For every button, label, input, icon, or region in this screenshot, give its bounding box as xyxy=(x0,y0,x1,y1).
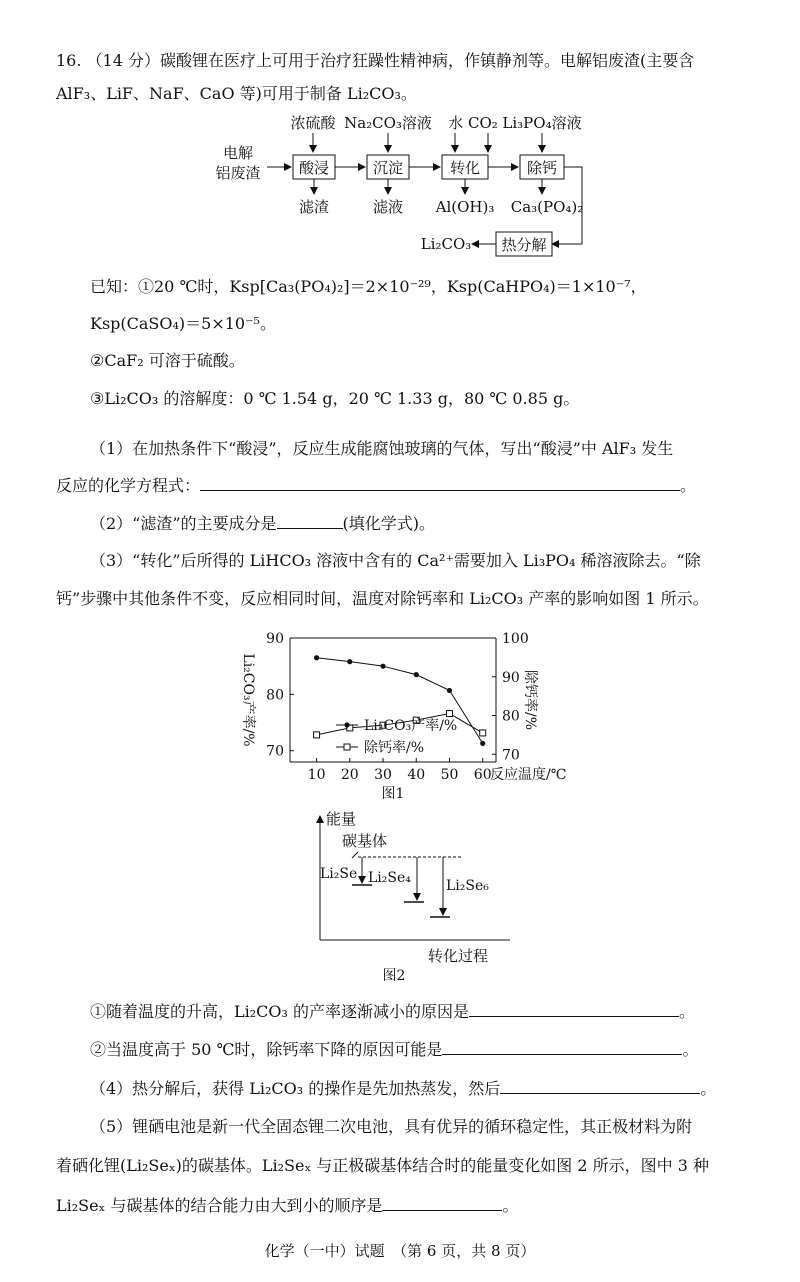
legend-marker-decalcify xyxy=(344,744,350,750)
q4-line xyxy=(90,1077,716,1100)
known-4: ③Li₂CO₃ 的溶解度：0 ℃ 1.54 g，20 ℃ 1.33 g，80 ℃ 0.85 g。 xyxy=(90,389,580,408)
flow-reagent-4: Li₃PO₄溶液 xyxy=(502,114,582,132)
question-line-2: AlF₃、LiF、NaF、CaO 等)可用于制备 Li₂CO₃。 xyxy=(56,84,417,103)
flow-out-3: Al(OH)₃ xyxy=(435,198,495,216)
decalcify-point xyxy=(480,730,486,736)
sub-1-answer-blank[interactable] xyxy=(469,1000,679,1017)
sub-2-answer-blank[interactable] xyxy=(442,1038,682,1055)
chart-left-axis-label: Li₂CO₃产率/% xyxy=(240,653,256,747)
figure-1-chart xyxy=(230,628,620,806)
flow-box-1-label: 酸浸 xyxy=(298,159,330,177)
q1-prefix: 反应的化学方程式： xyxy=(56,476,201,495)
yield-point xyxy=(380,664,385,669)
flow-reagent-2: Na₂CO₃溶液 xyxy=(344,114,432,132)
left-tick-label: 70 xyxy=(266,743,284,760)
flow-box-2-label: 沉淀 xyxy=(372,159,404,177)
q4-answer-blank[interactable] xyxy=(500,1077,700,1094)
legend-marker-yield xyxy=(344,722,349,727)
fig2-item-label: Li₂Se₄ xyxy=(368,870,411,886)
q1-answer-blank[interactable] xyxy=(200,474,680,491)
fig2-reference-label: 碳基体 xyxy=(342,832,388,850)
flow-product: Li₂CO₃ xyxy=(420,235,472,253)
chart-right-axis-label: 除钙率/% xyxy=(522,669,538,731)
q5-answer-blank[interactable] xyxy=(382,1194,502,1211)
legend-label-yield: Li₂CO₃产率/% xyxy=(364,718,458,734)
yield-point xyxy=(480,741,485,746)
fig2-item-label: Li₂Se₆ xyxy=(446,878,489,894)
x-tick-label: 20 xyxy=(340,767,359,783)
sub-2-prefix: ②当温度高于 50 ℃时，除钙率下降的原因可能是 xyxy=(90,1040,443,1059)
x-tick-label: 10 xyxy=(307,767,326,783)
flow-start-line-1: 电解 xyxy=(222,144,254,162)
right-tick-label: 100 xyxy=(502,631,529,647)
q4-suffix: 。 xyxy=(700,1079,717,1098)
x-tick-label: 60 xyxy=(473,767,492,783)
flow-out-2: 滤液 xyxy=(372,198,404,216)
decalcify-point xyxy=(314,732,320,738)
right-tick-label: 80 xyxy=(502,708,520,725)
sub-1-prefix: ①随着温度的升高，Li₂CO₃ 的产率逐渐减小的原因是 xyxy=(90,1002,470,1021)
chart-title: 图1 xyxy=(381,786,405,802)
q5-line-b: 着硒化锂(Li₂Seₓ)的碳基体。Li₂Seₓ 与正极碳基体结合时的能量变化如图 2 所示，图中 3 种 xyxy=(56,1156,710,1175)
q1-line-a: （1）在加热条件下“酸浸”，反应生成能腐蚀玻璃的气体，写出“酸浸”中 AlF₃ 发生 xyxy=(90,439,674,458)
sub-1-suffix: 。 xyxy=(679,1002,696,1021)
flow-box-5-label: 热分解 xyxy=(501,236,547,254)
yield-point xyxy=(414,672,419,677)
q2-prefix: （2）“滤渣”的主要成分是 xyxy=(90,514,277,533)
known-3: ②CaF₂ 可溶于硫酸。 xyxy=(90,351,245,370)
x-tick-label: 40 xyxy=(407,767,426,783)
question-line-1: 16. （14 分）碳酸锂在医疗上可用于治疗狂躁性精神病，作镇静剂等。电解铝废渣(主要含 xyxy=(56,51,695,70)
left-tick-label: 90 xyxy=(266,631,284,647)
right-tick-label: 90 xyxy=(502,669,520,686)
q1-suffix: 。 xyxy=(680,476,697,495)
chart-x-axis-label: 反应温度/℃ xyxy=(490,767,567,783)
left-tick-label: 80 xyxy=(266,687,284,704)
fig2-item-label: Li₂Se xyxy=(320,866,358,882)
q3-line-a: （3）“转化”后所得的 LiHCO₃ 溶液中含有的 Ca²⁺需要加入 Li₃PO₄ 稀溶液除去。“除 xyxy=(90,551,701,570)
page-footer: 化学（一中）试题 （第 6 页，共 8 页） xyxy=(264,1242,536,1260)
q5-suffix: 。 xyxy=(502,1196,519,1215)
flow-reagent-3: 水 CO₂ xyxy=(448,114,498,132)
fig2-x-label: 转化过程 xyxy=(428,947,489,965)
yield-point xyxy=(347,659,352,664)
sub-2-suffix: 。 xyxy=(682,1040,699,1059)
x-tick-label: 50 xyxy=(440,767,459,783)
fig2-title: 图2 xyxy=(382,968,406,984)
right-tick-label: 70 xyxy=(502,747,520,764)
flow-reagent-1: 浓硫酸 xyxy=(290,114,336,132)
yield-point xyxy=(314,655,319,660)
q2-line xyxy=(90,512,435,535)
flow-out-4: Ca₃(PO₄)₂ xyxy=(510,198,584,216)
flow-start-line-2: 铝废渣 xyxy=(215,164,261,182)
decalcify-point xyxy=(446,711,452,717)
known-2: Ksp(CaSO₄)＝5×10⁻⁵。 xyxy=(90,314,276,333)
fig2-pointer xyxy=(352,852,358,858)
process-flow-diagram xyxy=(210,108,600,263)
sub-1-line xyxy=(90,1000,695,1023)
sub-2-line xyxy=(90,1038,698,1061)
q5-line-a: （5）锂硒电池是新一代全固态锂二次电池，具有优异的循环稳定性，其正极材料为附 xyxy=(90,1117,693,1136)
known-1: 已知：①20 ℃时，Ksp[Ca₃(PO₄)₂]＝2×10⁻²⁹，Ksp(CaHPO₄)＝1×10⁻⁷， xyxy=(90,277,647,296)
flow-out-1: 滤渣 xyxy=(298,198,330,216)
q1-line-b xyxy=(56,474,696,497)
flow-box-4-label: 除钙 xyxy=(526,159,558,177)
q4-prefix: （4）热分解后，获得 Li₂CO₃ 的操作是先加热蒸发，然后 xyxy=(90,1079,501,1098)
x-tick-label: 30 xyxy=(374,767,392,783)
q3-line-b: 钙”步骤中其他条件不变，反应相同时间，温度对除钙率和 Li₂CO₃ 产率的影响如图 1 所示。 xyxy=(56,589,709,608)
yield-point xyxy=(447,688,452,693)
fig2-y-label: 能量 xyxy=(326,810,357,828)
q5-line-c xyxy=(56,1194,518,1217)
q5-prefix: Li₂Seₓ 与碳基体的结合能力由大到小的顺序是 xyxy=(56,1196,383,1215)
legend-label-decalcify: 除钙率/% xyxy=(364,740,425,756)
figure-2-energy-diagram xyxy=(300,808,530,984)
flow-box-3-label: 转化 xyxy=(449,159,481,177)
q2-suffix: (填化学式)。 xyxy=(342,514,436,533)
q2-answer-blank[interactable] xyxy=(277,512,343,529)
